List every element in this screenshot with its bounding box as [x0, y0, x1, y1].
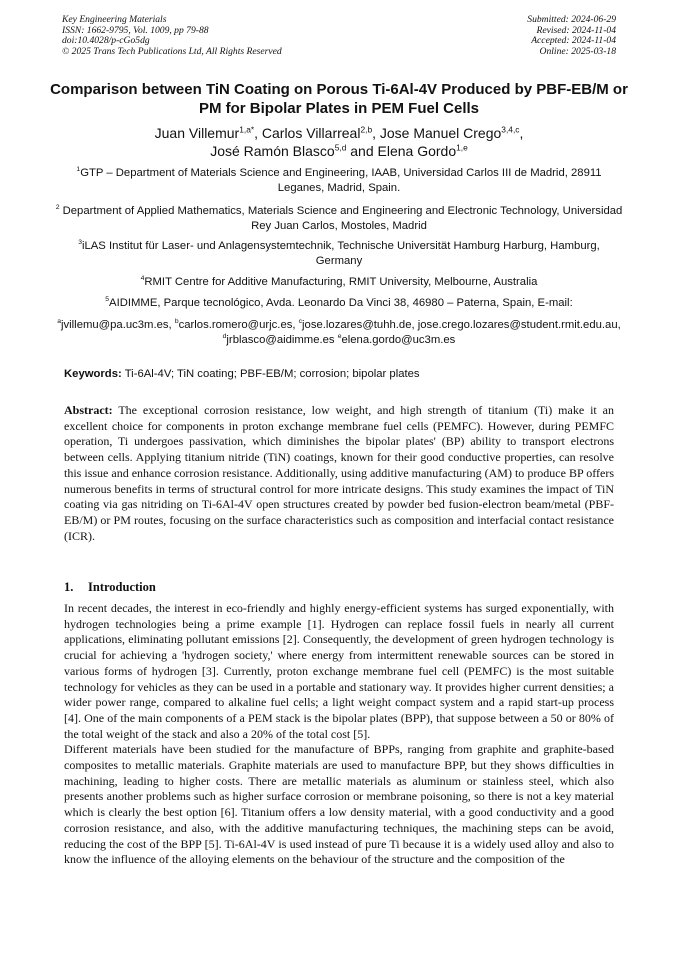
affiliation-number: 4	[140, 275, 145, 283]
affiliation-number: 2	[55, 204, 60, 212]
journal-copyright: © 2025 Trans Tech Publications Ltd, All Rights Reserved	[62, 45, 282, 57]
author-sup: 2,b	[360, 124, 373, 135]
affiliation-number: 1	[76, 166, 81, 174]
affiliation-text: RMIT Centre for Additive Manufacturing, RMIT University, Melbourne, Australia	[144, 276, 538, 288]
email-link[interactable]: jose.lozares@tuhh.de, jose.crego.lozares@student.rmit.edu.au,	[302, 319, 621, 331]
journal-info	[62, 15, 282, 57]
author-name: Carlos Villarreal	[261, 125, 361, 141]
email-sup: d	[222, 332, 227, 340]
email-link[interactable]: elena.gordo@uc3m.es	[341, 333, 456, 346]
author-name: Jose Manuel Crego	[379, 125, 502, 141]
affiliation-3	[55, 239, 623, 268]
affiliation-5	[55, 296, 623, 311]
affiliation-1	[55, 166, 623, 195]
paper-title: Comparison between TiN Coating on Porous Ti-6Al-4V Produced by PBF-EB/M or PM for Bipolar Plates in PEM Fuel Cells	[50, 81, 628, 117]
author-name: José Ramón Blasco	[210, 143, 335, 159]
email-sup: c	[298, 318, 303, 326]
affiliation-text: GTP – Department of Materials Science and Engineering, IAAB, Universidad Carlos III de Madrid, 28911 Leganes, Madrid, Spain.	[80, 167, 602, 194]
affiliation-text: AIDIMME, Parque tecnológico, Avda. Leonardo Da Vinci 38, 46980 – Paterna, Spain, E-mail:	[109, 297, 573, 309]
author-sup: 1,e	[456, 142, 468, 153]
abstract-text: The exceptional corrosion resistance, low weight, and high strength of titanium (Ti) make it an excellent choice for components in proton exchange membrane fuel cells (PEMFC). However, during PEMFC operation, Ti undergoes passivation, which diminishes the bipolar plates' (BP) ability to transport electrons between cells. Applying titanium nitride (TiN) coatings, known for their good conductive properties, can resolve this issue and enhance corrosion resistance. Additionally, using additive manufacturing (AM) to produce BP offers numerous benefits in terms of structural control for more intricate designs. This study examines the impact of TiN coating via gas nitriding on Ti-6Al-4V open structures created by powder bed fusion-electron beam/metal (PBF-EB/M) or PM routes, focusing on the surface characteristics such as composition and interfacial contact resistance (ICR).	[64, 403, 614, 543]
keywords	[64, 367, 614, 381]
author-name: Elena Gordo	[377, 143, 457, 159]
affiliation-2	[55, 204, 623, 233]
section-heading-introduction	[64, 580, 156, 595]
affiliation-number: 5	[105, 296, 110, 304]
paragraph: Different materials have been studied for the manufacture of BPPs, ranging from graphite and graphite-based composites to metallic materials. Graphite materials are used to manufacture BPP, but they shows difficulties in machining, leading to higher costs. There are metallic materials as aluminum or stainless steel, which also presents another problems such as higher surface corrosion or membrane poisoning, so there is not a key material which is clearly the best option [6]. Titanium offers a low density material, with a good conductivity and a good corrosion resistance, and also, with the additive manufacturing techniques, the machining steps can be avoid, reducing the cost of the BPP [5]. Ti-6Al-4V is used instead of pure Ti because it is a widely used alloy and also to know the influence of the alloying elements on the behaviour of the structure and the composition of the	[64, 742, 614, 867]
date-submitted: Submitted: 2024-06-29	[527, 14, 616, 25]
journal-doi[interactable]: doi:10.4028/p-cGo5dg	[62, 35, 150, 47]
affiliation-text: iLAS Institut für Laser- und Anlagensystemtechnik, Technische Universität Hamburg Harburg, Hamburg, Germany	[81, 240, 600, 267]
email-link[interactable]: carlos.romero@urjc.es,	[178, 319, 299, 331]
section-number: 1.	[64, 580, 74, 594]
author-sep: ,	[254, 125, 262, 141]
author-sep: ,	[372, 125, 380, 141]
keywords-text: Ti-6Al-4V; TiN coating; PBF-EB/M; corrosion; bipolar plates	[121, 368, 420, 380]
author-sep: and	[346, 143, 378, 159]
publication-dates	[527, 15, 616, 57]
paragraph: In recent decades, the interest in eco-friendly and highly energy-efficient systems has surged exponentially, with hydrogen technologies being a prime example [1]. Hydrogen can replace fossil fuels in nearly all current applications, eliminating pollutant emissions [2]. Consequently, the development of green hydrogen technology is crucial for achieving a 'hydrogen society,' where energy from intermittent renewable sources can be stored in various forms of hydrogen [3]. Currently, proton exchange membrane fuel cell (PEMFC) is the most suitable technology for vehicles as they can be used in a portable and stationary way. It provides higher current densities; a wider power range, compared to alkaline fuel cells; a light weight compact system and a rapid start-up process [4]. One of the main components of a PEM stack is the bipolar plates (BPP), that suppose between a 50 or 80% of the total weight of the stack and also a 20% of the total cost [5].	[64, 601, 614, 741]
email-list	[55, 318, 623, 347]
date-online: Online: 2025-03-18	[539, 45, 616, 57]
author-sup: 3,4,c	[501, 124, 520, 135]
date-accepted: Accepted: 2024-11-04	[531, 35, 616, 47]
email-link[interactable]: jrblasco@aidimme.es	[226, 333, 338, 346]
journal-name: Key Engineering Materials	[62, 14, 167, 25]
journal-issn: ISSN: 1662-9795, Vol. 1009, pp 79-88	[62, 24, 209, 36]
author-list	[40, 124, 638, 160]
email-sup: a	[57, 318, 61, 326]
section-title: Introduction	[88, 580, 156, 594]
email-link[interactable]: jvillemu@pa.uc3m.es,	[61, 319, 175, 331]
date-revised: Revised: 2024-11-04	[536, 24, 616, 36]
email-sup: b	[174, 318, 179, 326]
affiliation-4	[55, 275, 623, 290]
abstract	[64, 403, 614, 544]
introduction-body	[64, 601, 614, 868]
author-sup: 5,d	[334, 142, 347, 153]
affiliation-text: Department of Applied Mathematics, Materials Science and Engineering and Electronic Technology, Universidad Rey Juan Carlos, Mostoles, Madrid	[59, 205, 623, 232]
abstract-label: Abstract:	[64, 403, 113, 417]
affiliation-number: 3	[78, 239, 82, 247]
email-sup: e	[337, 332, 342, 340]
author-sup: 1,a*	[239, 124, 255, 135]
keywords-label: Keywords:	[64, 368, 122, 380]
author-sep: ,	[519, 125, 524, 141]
author-name: Juan Villemur	[154, 125, 240, 141]
